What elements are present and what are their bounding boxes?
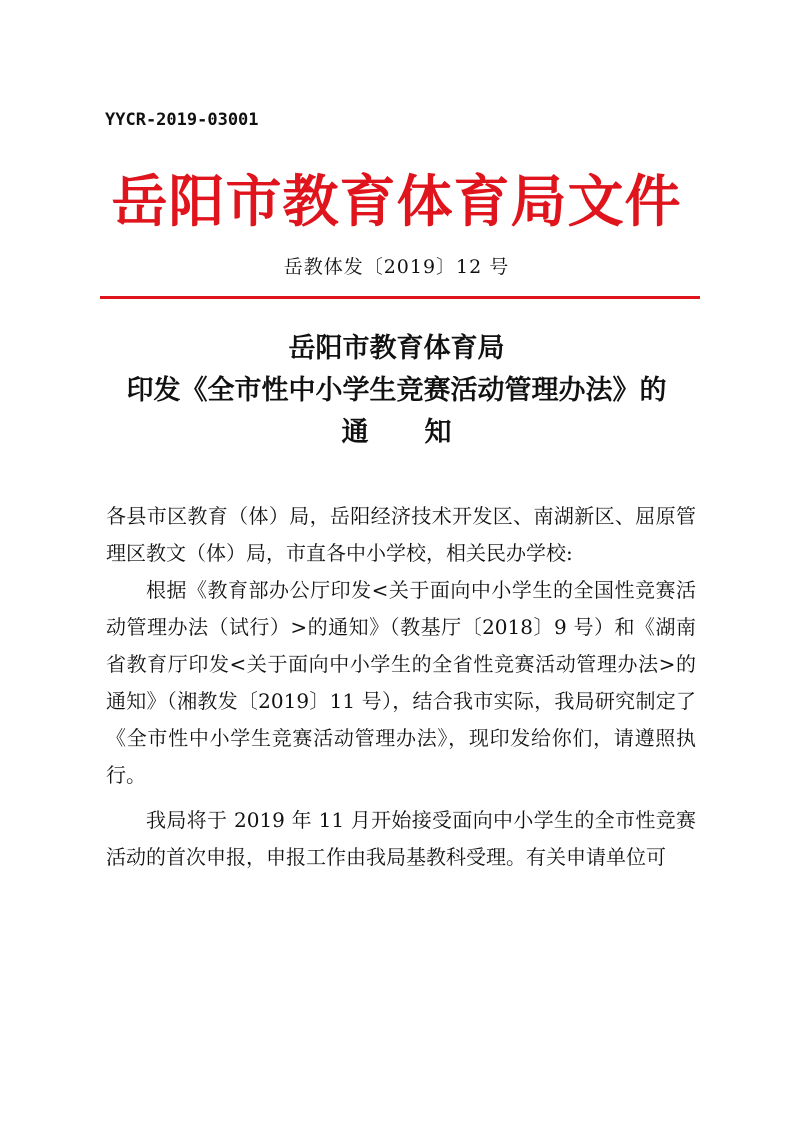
document-number: 岳教体发〔2019〕12 号 bbox=[283, 256, 510, 278]
notice-title-line-2: 印发《全市性中小学生竞赛活动管理办法》的 bbox=[126, 375, 667, 406]
document-code: YYCR-2019-03001 bbox=[105, 110, 259, 130]
notice-body bbox=[106, 498, 696, 876]
notice-title bbox=[0, 328, 793, 454]
recipients: 各县市区教育（体）局，岳阳经济技术开发区、南湖新区、屈原管理区教文（体）局，市直各中小学校，相关民办学校: bbox=[106, 504, 696, 565]
issuer-title: 岳阳市教育体育局文件 bbox=[111, 169, 682, 235]
notice-title-line-3: 通知 bbox=[341, 417, 508, 448]
body-paragraph-2: 我局将于 2019 年 11 月开始接受面向中小学生的全市性竞赛活动的首次申报，申报工作由我局基教科受理。有关申请单位可 bbox=[106, 808, 696, 869]
body-paragraph-1: 根据《教育部办公厅印发<关于面向中小学生的全国性竞赛活动管理办法（试行）>的通知》（教基厅〔2018〕9 号）和《湖南省教育厅印发<关于面向中小学生的全省性竞赛活动管理办法>的通知》（湘教发〔2019〕11 号），结合我市实际，我局研究制定了《全市性中小学生竞赛活动管理办法》，现印发给你们，请遵照执行。 bbox=[106, 578, 696, 787]
red-divider bbox=[100, 296, 700, 299]
notice-title-line-1: 岳阳市教育体育局 bbox=[288, 333, 505, 364]
